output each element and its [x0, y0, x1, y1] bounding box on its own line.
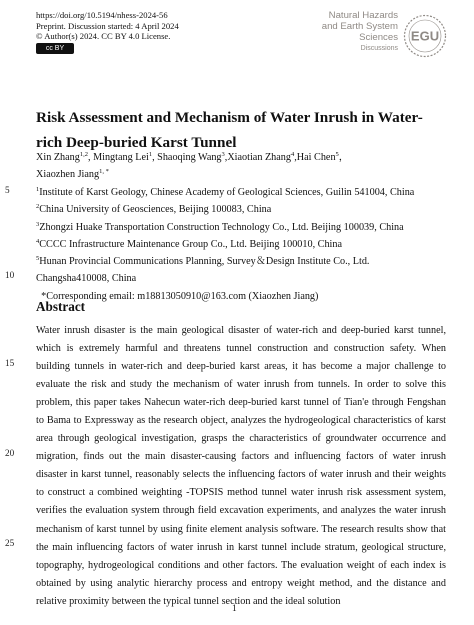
preprint-meta — [36, 10, 179, 54]
copyright-line: © Author(s) 2024. CC BY 4.0 License. — [36, 31, 171, 42]
authors-line: Xin Zhang$^{1,2}$, Mingtang Lei$^1$, Shaoqing Wang$^3$,Xiaotian Zhang$^4$,Hai Chen$^5$， — [36, 151, 349, 163]
corresponding-author — [36, 288, 446, 305]
cc-by-badge[interactable]: cc BY — [36, 43, 74, 54]
journal-line: Sciences — [359, 32, 398, 44]
abstract-text: Water inrush disaster is the main geological disaster of water-rich and deep-buried karst tunnel, which is extremely harmful and threatens tunnel construction and construction safety. When building tunnels in water-rich and deep-buried karst areas, it has become a major challenge to evaluate the risk and study the mechanism of water inrush from tunnels. In order to solve this problem, this paper takes Nahecun water-rich deep-buried karst tunnel of Tian'e through Fengshan to Bama to Expressway as the research object, analyzes the hydrogeological characteristics of karst area through geological investigation, grasps the characteristics of groundwater occurrence and migration, finds out the main disaster-causing factors and influencing factors of water inrush disaster in karst tunnel, reasonably selects the influencing factors of water inrush and their weights to construct a combined weighting -TOPSIS method tunnel water inrush risk assessment system, verifies the evaluation system through field excavation experiments, and analyzes the water inrush mechanism of karst tunnel by using finite element analysis software. The research results show that the main influencing factors of water inrush in karst tunnel include stratum, geological structure, topography, hydrogeological conditions and other factors. The evaluation weight of each index is obtained by using analytic hierarchy process and entropy weight method, and the distance and relative proximity between the typical tunnel section and the ideal solution — [36, 325, 446, 607]
journal-line: and Earth System — [321, 21, 398, 33]
affiliations — [36, 184, 446, 305]
line-number: 10 — [5, 270, 15, 280]
abstract-heading: Abstract — [36, 299, 86, 314]
affiliation: Changsha410008, China — [36, 273, 137, 285]
doi-link[interactable]: https://doi.org/10.5194/nhess-2024-56 — [36, 10, 168, 20]
paper-title: Risk Assessment and Mechanism of Water Inrush in Water-rich Deep-buried Karst Tunnel — [36, 109, 423, 151]
affiliation: $^2$China University of Geosciences, Beijing 100083, China — [36, 203, 272, 216]
preprint-status: Preprint. Discussion started: 4 April 2024 — [36, 20, 179, 31]
affiliation: $^3$Zhongzi Huake Transportation Construction Technology Co., Ltd. Beijing 100039, China — [36, 220, 404, 233]
journal-line: Natural Hazards — [328, 10, 398, 21]
corresponding-email[interactable]: *Corresponding email: m18813050910@163.com (Xiaozhen Jiang) — [41, 290, 319, 302]
page-number: 1 — [232, 604, 237, 614]
line-number: 5 — [5, 185, 10, 195]
authors — [36, 149, 446, 183]
egu-logo — [402, 13, 448, 59]
line-number: 25 — [5, 538, 15, 548]
journal-discussions: Discussions — [360, 44, 398, 52]
line-number: 20 — [5, 448, 15, 458]
authors-line: Xiaozhen Jiang$^{1, *}$ — [36, 168, 109, 180]
affiliation: $^4$CCCC Infrastructure Maintenance Group Co., Ltd. Beijing 100010, China — [36, 237, 342, 250]
affiliation: $^1$Institute of Karst Geology, Chinese Academy of Geological Sciences, Guilin 541004, China — [36, 186, 415, 198]
egu-logo-text: EGU — [410, 28, 440, 44]
affiliation: $^5$Hunan Provincial Communications Planning, Survey＆Design Institute Co., Ltd. — [36, 255, 370, 268]
journal-name — [322, 10, 398, 53]
line-number: 15 — [5, 358, 15, 368]
